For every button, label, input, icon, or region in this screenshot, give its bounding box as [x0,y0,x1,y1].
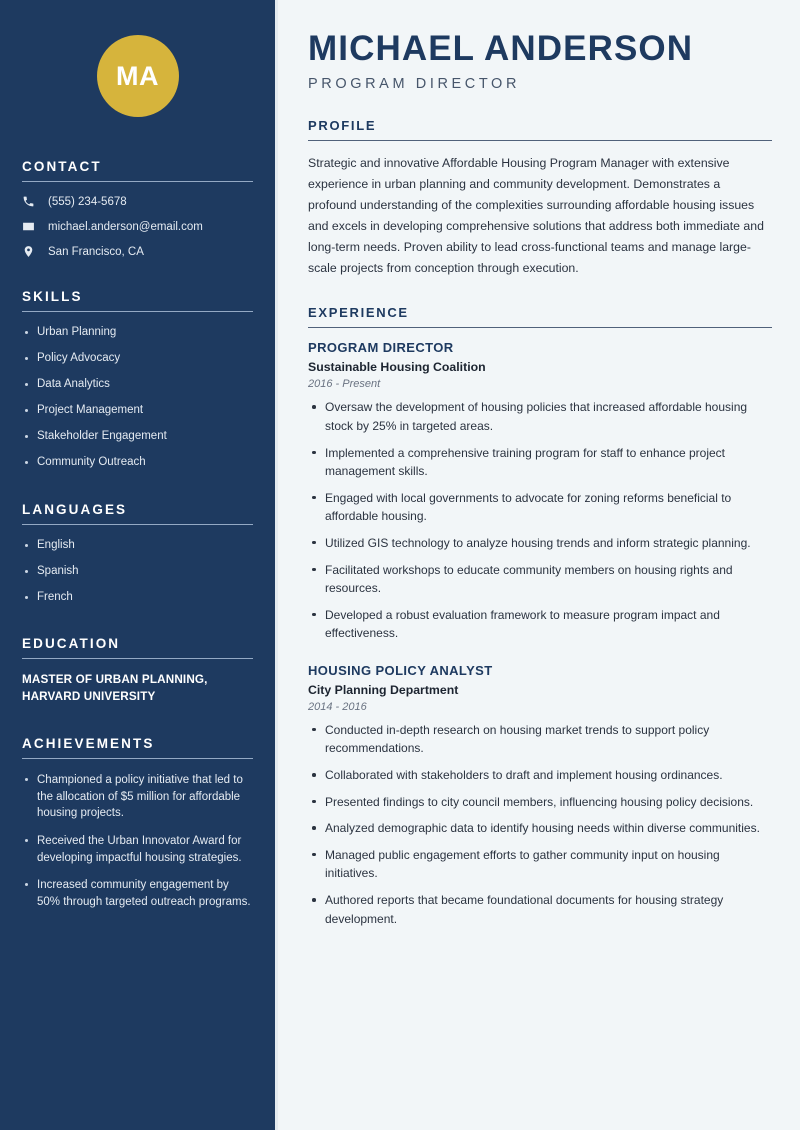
achievements-heading: ACHIEVEMENTS [22,736,155,752]
list-item: Presented findings to city council members, influencing housing policy decisions. [308,793,772,812]
contact-email-value: michael.anderson@email.com [48,220,203,233]
contact-phone-value: (555) 234-5678 [48,195,127,208]
contact-row-email[interactable] [22,220,253,233]
location-pin-icon [22,245,42,258]
languages-divider [22,524,253,525]
avatar-initials: MA [97,35,179,117]
job-bullet-list [308,398,772,643]
languages-heading: LANGUAGES [22,501,128,517]
education-divider [22,658,253,659]
list-item: Analyzed demographic data to identify housing needs within diverse communities. [308,819,772,838]
sidebar-section-education [22,636,253,706]
education-heading: EDUCATION [22,636,121,652]
list-item: Championed a policy initiative that led to the allocation of $5 million for affordable housing projects. [22,772,253,822]
sidebar-section-languages [22,502,253,606]
list-item: Implemented a comprehensive training program for staff to enhance project management skills. [308,444,772,481]
job-title: HOUSING POLICY ANALYST [308,662,493,678]
list-item: Spanish [22,564,253,580]
list-item: French [22,590,253,606]
experience-heading: EXPERIENCE [308,305,409,321]
contact-divider [22,181,253,182]
list-item: Engaged with local governments to advocate for zoning reforms beneficial to affordable housing. [308,489,772,526]
list-item: Collaborated with stakeholders to draft and implement housing ordinances. [308,766,772,785]
section-profile [308,118,772,280]
list-item: Received the Urban Innovator Award for developing impactful housing strategies. [22,833,253,866]
avatar-container [22,0,253,117]
job-organization: Sustainable Housing Coalition [308,360,486,375]
sidebar-section-achievements [22,736,253,911]
job-dates: 2014 - 2016 [308,700,367,713]
education-entry: MASTER OF URBAN PLANNING, HARVARD UNIVERSITY [22,673,208,704]
languages-list [22,538,253,606]
list-item: Stakeholder Engagement [22,429,253,445]
job-title: PROGRAM DIRECTOR [308,340,454,356]
list-item: Conducted in-depth research on housing market trends to support policy recommendations. [308,721,772,758]
page-title: MICHAEL ANDERSON [308,29,694,68]
sidebar [0,0,278,1130]
profile-heading: PROFILE [308,117,377,133]
phone-icon [22,195,42,208]
list-item: Data Analytics [22,377,253,393]
experience-entry [308,340,772,643]
achievements-list [22,772,253,911]
achievements-divider [22,758,253,759]
list-item: Policy Advocacy [22,351,253,367]
list-item: Community Outreach [22,455,253,471]
main-content [278,0,800,1130]
skills-heading: SKILLS [22,289,83,304]
list-item: Authored reports that became foundational documents for housing strategy development. [308,891,772,928]
profile-text: Strategic and innovative Affordable Housing Program Manager with extensive experience in urban planning and community development. Demonstrates a profound understanding of the complexities surrounding affordable housing issues and excels in developing comprehensive solutions that address both immediate and long-term needs. Proven ability to lead cross-functional teams and manage large-scale projects from conception through execution. [308,155,764,276]
list-item: Developed a robust evaluation framework to measure program impact and effectiveness. [308,606,772,643]
contact-location-value: San Francisco, CA [48,245,144,258]
contact-row-phone[interactable] [22,195,253,208]
job-role-subtitle: PROGRAM DIRECTOR [308,75,521,92]
job-dates: 2016 - Present [308,378,381,391]
profile-divider [308,140,772,141]
list-item: Utilized GIS technology to analyze housing trends and inform strategic planning. [308,534,772,553]
list-item: Oversaw the development of housing policies that increased affordable housing stock by 25% in targeted areas. [308,398,772,435]
list-item: Increased community engagement by 50% through targeted outreach programs. [22,877,253,910]
sidebar-section-contact [22,159,253,258]
job-organization: City Planning Department [308,682,459,697]
experience-divider [308,327,772,328]
job-bullet-list [308,721,772,928]
email-icon [22,220,42,233]
section-experience [308,305,772,928]
sidebar-section-skills [22,289,253,471]
list-item: Urban Planning [22,325,253,341]
list-item: Managed public engagement efforts to gather community input on housing initiatives. [308,846,772,883]
skills-divider [22,311,253,312]
skills-list [22,325,253,471]
contact-heading: CONTACT [22,159,102,174]
list-item: Facilitated workshops to educate community members on housing rights and resources. [308,561,772,598]
list-item: Project Management [22,403,253,419]
contact-row-location[interactable] [22,245,253,258]
experience-entry [308,663,772,928]
list-item: English [22,538,253,554]
